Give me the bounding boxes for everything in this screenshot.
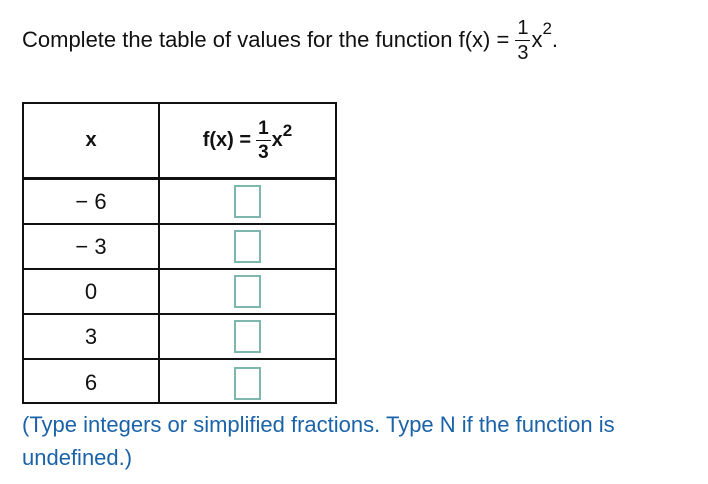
answer-cell: [159, 314, 336, 359]
table-row: [23, 314, 336, 359]
prompt-exponent: 2: [542, 19, 552, 38]
header-function-lhs: f(x) =: [202, 129, 252, 151]
prompt-fraction-denominator: 3: [517, 41, 529, 64]
header-fraction-denominator: 3: [258, 142, 269, 163]
x-value: 3: [84, 323, 98, 349]
prompt-end: .: [551, 27, 559, 52]
answer-cell: [159, 269, 336, 314]
x-value: 6: [84, 370, 98, 395]
x-value: − 3: [75, 233, 107, 259]
table-row: [23, 269, 336, 314]
answer-input[interactable]: [234, 185, 261, 218]
prompt-fraction: [515, 18, 530, 63]
question-prompt: [22, 10, 558, 70]
table-row: [23, 224, 336, 269]
answer-cell: [159, 179, 336, 225]
prompt-text: Complete the table of values for the function f(x) =: [22, 27, 510, 52]
header-function: [159, 103, 336, 179]
instruction-text: (Type integers or simplified fractions. Type N if the function is undefined.): [22, 412, 615, 470]
table-header-row: [23, 103, 336, 179]
header-fraction: [256, 119, 271, 162]
table-row: [23, 359, 336, 403]
x-value: 0: [84, 278, 98, 304]
x-value-cell: [23, 359, 159, 403]
prompt-fraction-numerator: 1: [517, 16, 529, 39]
x-value-cell: [23, 179, 159, 225]
answer-cell: [159, 224, 336, 269]
x-value-cell: [23, 269, 159, 314]
values-table: [22, 102, 337, 404]
answer-input[interactable]: [234, 320, 261, 353]
prompt-variable: x: [531, 27, 543, 52]
answer-input[interactable]: [234, 367, 261, 400]
header-x: x: [23, 103, 159, 179]
answer-input[interactable]: [234, 230, 261, 263]
table-row: [23, 179, 336, 225]
header-exponent: 2: [282, 120, 293, 140]
header-variable: x: [271, 129, 283, 151]
header-fraction-numerator: 1: [258, 118, 269, 139]
x-value-cell: [23, 314, 159, 359]
x-value: − 6: [75, 188, 107, 214]
answer-cell: [159, 359, 336, 403]
x-value-cell: [23, 224, 159, 269]
answer-input[interactable]: [234, 275, 261, 308]
